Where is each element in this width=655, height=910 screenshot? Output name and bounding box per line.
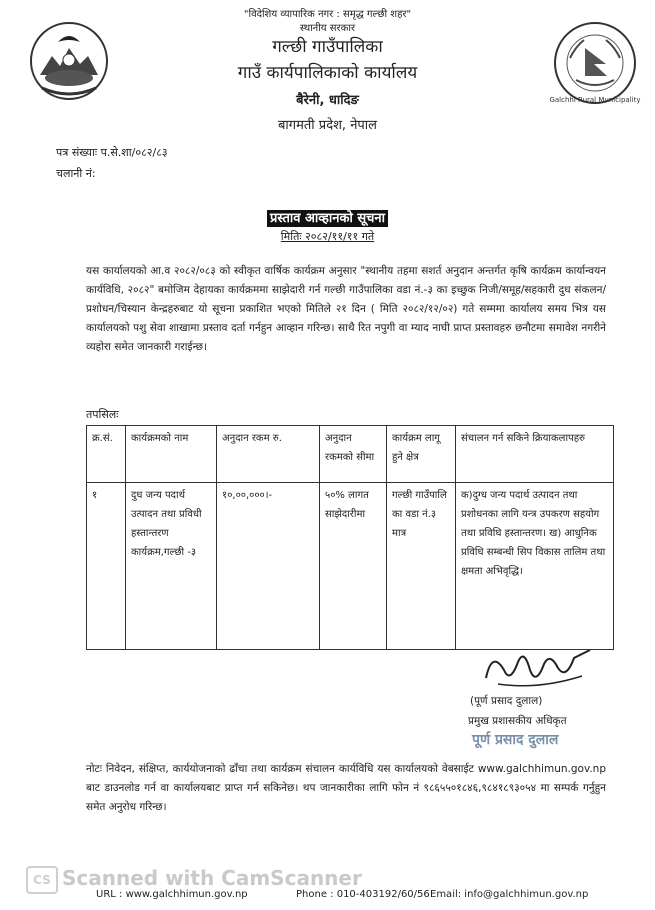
col-activities: संचालन गर्न सकिने क्रियाकलापहरु: [456, 426, 614, 483]
cell-program-name: दुध जन्य पदार्थ उत्पादन तथा प्रविधी हस्तान्तरण कार्यक्रम,गल्छी -३: [126, 483, 217, 650]
scanner-watermark: Scanned with CamScanner: [62, 866, 362, 890]
municipality-name: गल्छी गाउँपालिका: [272, 37, 383, 57]
dispatch-number: चलानी नं:: [56, 167, 96, 180]
table-header-row: [87, 426, 614, 483]
nepal-government-emblem-icon: [28, 20, 110, 102]
office-address: बैरेनी, धादिङ: [296, 93, 359, 108]
program-details-table: [86, 425, 614, 650]
footer-email: Email: info@galchhimun.gov.np: [430, 889, 589, 900]
letter-reference-number: पत्र संख्याः प.से.शा/०८२/८३: [56, 146, 168, 159]
notice-body: यस कार्यालयको आ.व २०८२/०८३ को स्वीकृत वार्षिक कार्यक्रम अनुसार "स्थानीय तहमा सशर्त अनुदान अन्तर्गत कृषि कार्यक्रम कार्यान्वयन कार्यविधि, २०८२" बमोजिम देहायका कार्यक्रममा साझेदारी गर्न गल्छी गाउँपालिका वडा नं.-३ का इच्छुक निजी/समूह/सहकारी दुध संकलन/प्रशोधन/चिस्यान केन्द्रहरुबाट यो सूचना प्रकाशित भएको मितिले २१ दिन ( मिति २०८२/१२/०२) गते सम्ममा कार्यालय समय भित्र यस कार्यालयको पशु सेवा शाखामा प्रस्ताव दर्ता गर्नहुन आव्हान गरिन्छ। साथै रित नपुगी वा म्याद नाघी प्राप्त प्रस्तावहरु छनौटमा समावेश नगरीने व्यहोरा समेत जानकारी गराईन्छ।: [86, 265, 606, 353]
municipality-logo-icon: [552, 18, 638, 108]
note-text: नोटः निवेदन, संक्षिप्त, कार्ययोजनाको ढाँचा तथा कार्यक्रम संचालन कार्यविधि यस कार्यालयको वेबसाईट www.galchhimun.gov.np बाट डाउनलोड गर्न वा कार्यालयबाट प्राप्त गर्न सकिनेछ। थप जानकारीका लागि फोन नं ९८६५५०१८४६,९८४१८९३०५४ मा सम्पर्क गर्नुहुन समेत अनुरोध गरिन्छ।: [86, 763, 606, 813]
details-label: तपसिलः: [86, 408, 119, 421]
col-program-area: कार्यक्रम लागू हुने क्षेत्र: [387, 426, 456, 483]
table-row: [87, 483, 614, 650]
col-program-name: कार्यक्रमको नाम: [126, 426, 217, 483]
footer-url: URL : www.galchhimun.gov.np: [96, 889, 248, 900]
col-grant-limit: अनुदान रकमको सीमा: [320, 426, 387, 483]
notice-date: मितिः २०८२/११/११ गते: [280, 230, 375, 243]
col-grant-amount: अनुदान रकम रु.: [217, 426, 320, 483]
signature-mark-icon: [478, 640, 598, 692]
official-stamp-name: पूर्ण प्रसाद दुलाल: [472, 732, 559, 748]
cell-program-area: गल्छी गाउँपालि का वडा नं.३ मात्र: [387, 483, 456, 650]
footer-phone: Phone : 010-403192/60/56: [296, 889, 430, 900]
local-government-label: स्थानीय सरकार: [300, 23, 355, 34]
signatory-name: (पूर्ण प्रसाद दुलाल): [470, 695, 543, 707]
province-name: बागमती प्रदेश, नेपाल: [278, 118, 377, 133]
signatory-title: प्रमुख प्रशासकीय अधिकृत: [468, 715, 567, 727]
cell-grant-amount: १०,००,०००।-: [217, 483, 320, 650]
col-serial: क्र.सं.: [87, 426, 126, 483]
municipality-logo-text: Galchhi Rural Municipality: [549, 96, 641, 104]
cell-serial: १: [87, 483, 126, 650]
camscanner-logo-icon: CS: [26, 866, 58, 894]
office-name: गाउँ कार्यपालिकाको कार्यालय: [237, 63, 418, 83]
municipality-motto: "विदेशिय व्यापारिक नगर : समृद्ध गल्छी शहर": [243, 9, 412, 20]
cell-grant-limit: ५०% लागत साझेदारीमा: [320, 483, 387, 650]
cell-activities: क)दुग्ध जन्य पदार्थ उत्पादन तथा प्रशोधनका लागि यन्त्र उपकरण सहयोग तथा प्रविधि हस्तान्तरण। ख) आधुनिक प्रविधि सम्बन्धी सिप विकास तालिम तथा क्षमता अभिवृद्धि।: [456, 483, 614, 650]
notice-title: प्रस्ताव आव्हानको सूचना: [0, 208, 655, 226]
